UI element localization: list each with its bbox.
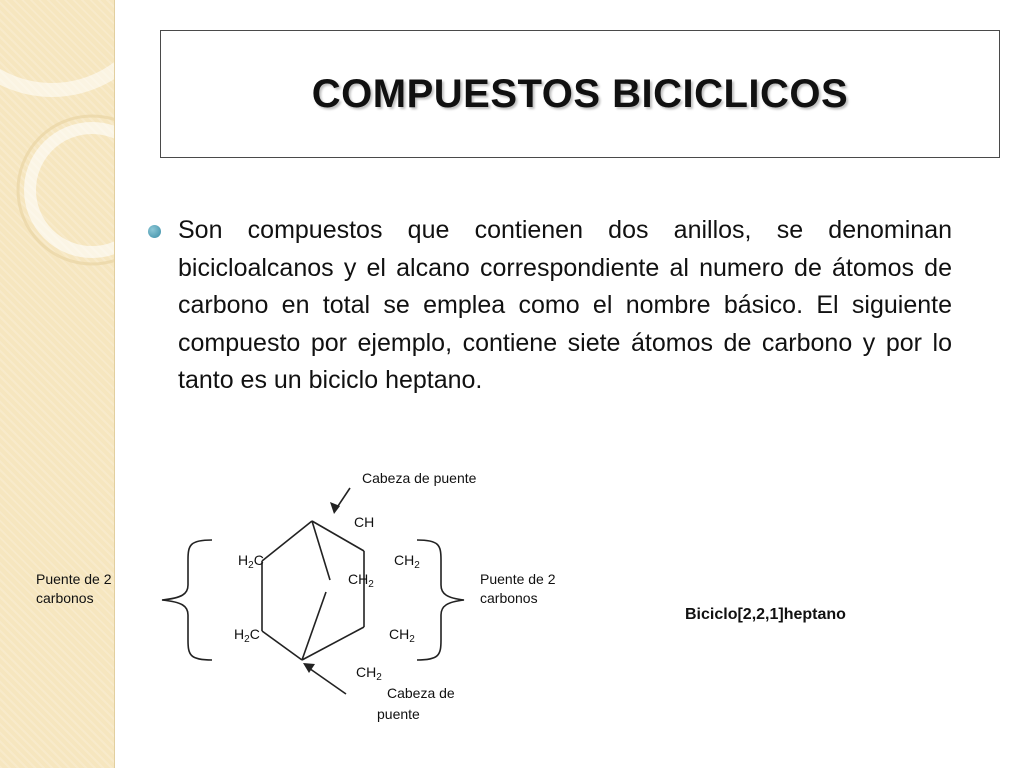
label-puente-right-line2: carbonos [480, 590, 538, 606]
label-puente-left-line1: Puente de 2 [36, 571, 112, 587]
bond-bottom-left [262, 631, 302, 660]
left-brace [162, 540, 212, 660]
bond-top-left [262, 521, 312, 561]
label-puente-right-line1: Puente de 2 [480, 571, 556, 587]
atom-ch-top: CH [354, 514, 375, 530]
atom-h2c-lower: $H_2C$ [234, 626, 260, 645]
slide-title: COMPUESTOS BICICLICOS [311, 71, 849, 116]
bullet-text: Son compuestos que contienen dos anillos, se denominan bicicloalcanos y el alcano correspondiente al numero de átomos de carbono en total se emplea como el nombre básico. El siguiente compuesto por ejemplo, contiene siete átomos de carbono y por lo tanto es un biciclo heptano. [178, 216, 952, 394]
atom-h2c-upper: $H_2C$ [238, 552, 264, 571]
right-brace [417, 540, 464, 660]
label-puente-left-line2: carbonos [36, 590, 94, 606]
label-cabeza-puente-bottom-line2: puente [377, 706, 420, 722]
compound-name: Biciclo[2,2,1]heptano [685, 606, 846, 623]
arrow-bottom-line [306, 666, 346, 694]
atom-ch2-bridge: $CH_2$ [348, 571, 374, 590]
arrow-top-head [330, 502, 340, 514]
label-cabeza-puente-top: Cabeza de puente [362, 470, 477, 486]
atom-ch2-bottom: $CH_2$ [356, 664, 382, 683]
atom-ch2-upper-right: $CH_2$ [394, 552, 420, 571]
label-cabeza-puente-bottom-line1: Cabeza de [387, 685, 455, 701]
atom-ch2-lower-right: $CH_2$ [389, 626, 415, 645]
